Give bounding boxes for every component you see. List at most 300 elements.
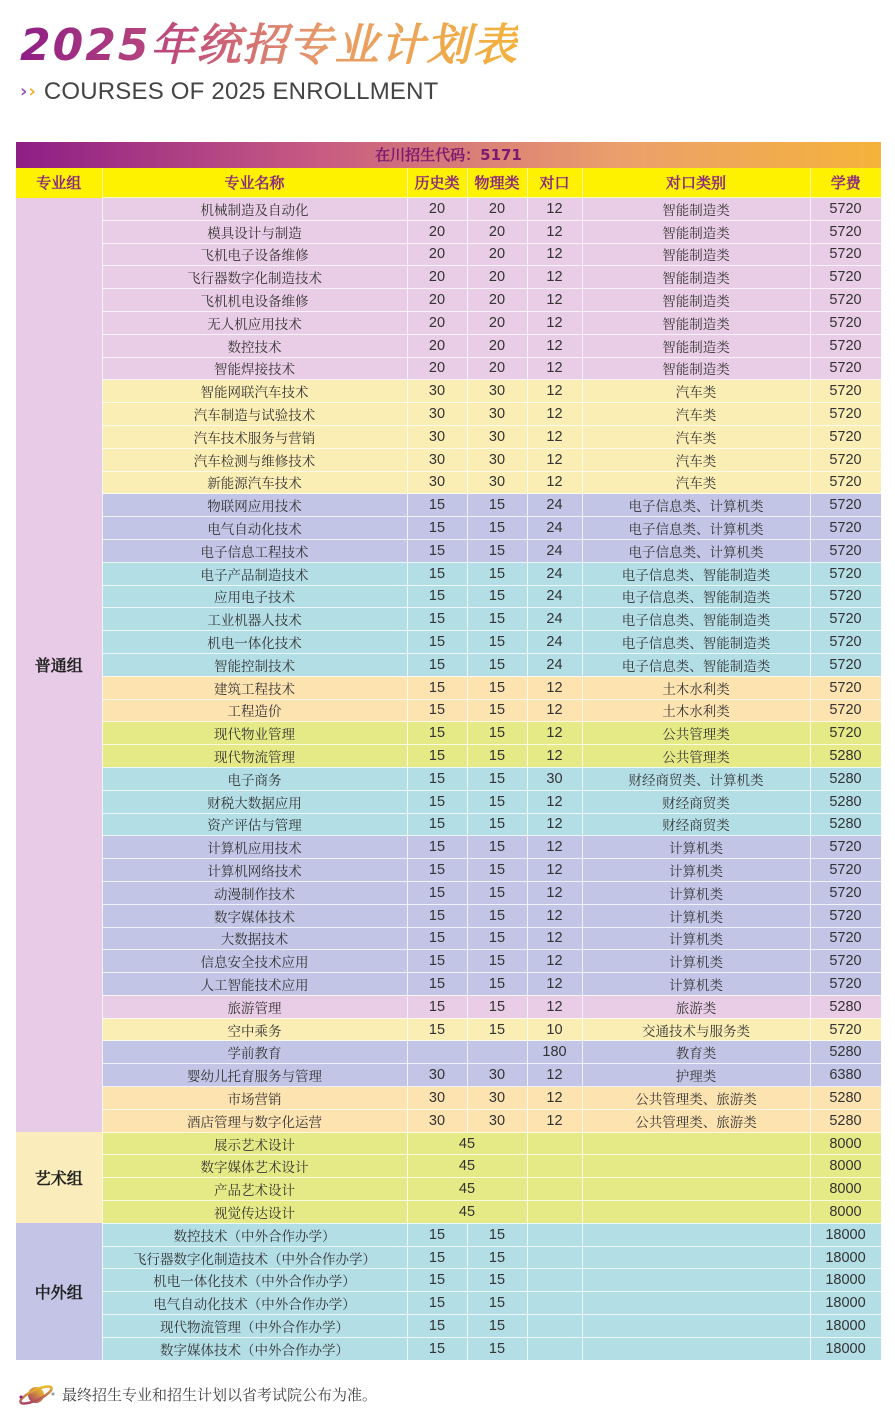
duikou-category: 旅游类 xyxy=(582,995,810,1018)
duikou-quota: 12 xyxy=(527,243,582,266)
tuition-fee: 5720 xyxy=(810,289,881,312)
history-quota: 20 xyxy=(407,266,467,289)
duikou-quota: 24 xyxy=(527,494,582,517)
table-row xyxy=(16,676,881,699)
history-quota: 15 xyxy=(407,494,467,517)
planet-logo-icon xyxy=(16,1380,58,1408)
major-name: 飞行器数字化制造技术 xyxy=(102,266,407,289)
duikou-category: 公共管理类 xyxy=(582,745,810,768)
physics-quota: 15 xyxy=(467,1315,527,1338)
double-chevron-right-icon: › › xyxy=(20,81,36,102)
history-quota xyxy=(407,1041,467,1064)
physics-quota: 15 xyxy=(467,973,527,996)
major-name: 机电一体化技术 xyxy=(102,631,407,654)
physics-quota: 30 xyxy=(467,380,527,403)
major-name: 数字媒体技术 xyxy=(102,904,407,927)
table-row xyxy=(16,1087,881,1110)
duikou-quota: 12 xyxy=(527,380,582,403)
table-row xyxy=(16,1018,881,1041)
history-quota: 15 xyxy=(407,676,467,699)
duikou-category: 智能制造类 xyxy=(582,357,810,380)
tuition-fee: 8000 xyxy=(810,1178,881,1201)
major-name: 展示艺术设计 xyxy=(102,1132,407,1155)
history-quota: 15 xyxy=(407,881,467,904)
duikou-category: 智能制造类 xyxy=(582,198,810,221)
table-body xyxy=(16,198,881,1361)
history-quota: 15 xyxy=(407,1292,467,1315)
tuition-fee: 5720 xyxy=(810,881,881,904)
history-quota: 30 xyxy=(407,471,467,494)
tuition-fee: 5280 xyxy=(810,813,881,836)
table-row xyxy=(16,1201,881,1224)
physics-quota: 15 xyxy=(467,995,527,1018)
history-quota: 20 xyxy=(407,198,467,221)
duikou-category xyxy=(582,1178,810,1201)
duikou-category: 计算机类 xyxy=(582,836,810,859)
major-name: 产品艺术设计 xyxy=(102,1178,407,1201)
history-quota: 15 xyxy=(407,1269,467,1292)
duikou-quota: 180 xyxy=(527,1041,582,1064)
history-quota: 15 xyxy=(407,585,467,608)
physics-quota: 15 xyxy=(467,836,527,859)
table-row xyxy=(16,494,881,517)
major-name: 数控技术 xyxy=(102,334,407,357)
duikou-category xyxy=(582,1201,810,1224)
history-quota: 15 xyxy=(407,995,467,1018)
physics-quota: 15 xyxy=(467,494,527,517)
duikou-quota: 12 xyxy=(527,904,582,927)
tuition-fee: 5720 xyxy=(810,585,881,608)
history-quota: 20 xyxy=(407,357,467,380)
physics-quota: 15 xyxy=(467,653,527,676)
tuition-fee: 5720 xyxy=(810,220,881,243)
history-quota: 30 xyxy=(407,448,467,471)
major-name: 现代物业管理 xyxy=(102,722,407,745)
physics-quota: 15 xyxy=(467,790,527,813)
major-name: 视觉传达设计 xyxy=(102,1201,407,1224)
duikou-quota: 12 xyxy=(527,266,582,289)
major-name: 汽车检测与维修技术 xyxy=(102,448,407,471)
physics-quota: 15 xyxy=(467,1223,527,1246)
tuition-fee: 5280 xyxy=(810,1087,881,1110)
subtitle-text: COURSES OF 2025 ENROLLMENT xyxy=(43,78,439,105)
tuition-fee: 5720 xyxy=(810,699,881,722)
tuition-fee: 5280 xyxy=(810,767,881,790)
major-name: 工程造价 xyxy=(102,699,407,722)
duikou-category xyxy=(582,1292,810,1315)
table-row xyxy=(16,1178,881,1201)
major-name: 婴幼儿托育服务与管理 xyxy=(102,1064,407,1087)
group-label: 艺术组 xyxy=(16,1132,102,1223)
major-name: 数控技术（中外合作办学） xyxy=(102,1223,407,1246)
physics-quota: 20 xyxy=(467,357,527,380)
history-quota: 20 xyxy=(407,334,467,357)
major-name: 资产评估与管理 xyxy=(102,813,407,836)
tuition-fee: 8000 xyxy=(810,1201,881,1224)
tuition-fee: 5720 xyxy=(810,266,881,289)
footer-note xyxy=(16,1380,377,1408)
table-row xyxy=(16,380,881,403)
history-quota: 15 xyxy=(407,904,467,927)
physics-quota xyxy=(467,1041,527,1064)
col-header-duikou: 对口 xyxy=(527,168,582,198)
history-quota: 30 xyxy=(407,1109,467,1132)
table-row xyxy=(16,517,881,540)
physics-quota: 15 xyxy=(467,1292,527,1315)
table-row xyxy=(16,608,881,631)
table-row xyxy=(16,220,881,243)
tuition-fee: 5720 xyxy=(810,950,881,973)
physics-quota: 30 xyxy=(467,1087,527,1110)
table-row xyxy=(16,1109,881,1132)
physics-quota: 15 xyxy=(467,813,527,836)
tuition-fee: 5720 xyxy=(810,927,881,950)
physics-quota: 30 xyxy=(467,403,527,426)
table-row xyxy=(16,425,881,448)
duikou-quota: 12 xyxy=(527,995,582,1018)
tuition-fee: 5280 xyxy=(810,790,881,813)
tuition-fee: 5280 xyxy=(810,995,881,1018)
duikou-category xyxy=(582,1132,810,1155)
history-quota: 15 xyxy=(407,745,467,768)
duikou-category: 计算机类 xyxy=(582,859,810,882)
history-quota: 15 xyxy=(407,1246,467,1269)
major-name: 计算机应用技术 xyxy=(102,836,407,859)
table-row xyxy=(16,1337,881,1360)
table-row xyxy=(16,403,881,426)
duikou-category: 计算机类 xyxy=(582,881,810,904)
duikou-quota: 12 xyxy=(527,1087,582,1110)
duikou-quota: 24 xyxy=(527,631,582,654)
table-row xyxy=(16,1155,881,1178)
table-row xyxy=(16,790,881,813)
duikou-quota xyxy=(527,1178,582,1201)
major-name: 酒店管理与数字化运营 xyxy=(102,1109,407,1132)
physics-quota: 15 xyxy=(467,676,527,699)
history-quota: 15 xyxy=(407,813,467,836)
duikou-quota: 12 xyxy=(527,813,582,836)
table-row xyxy=(16,1132,881,1155)
duikou-quota xyxy=(527,1269,582,1292)
physics-quota: 15 xyxy=(467,745,527,768)
major-name: 数字媒体艺术设计 xyxy=(102,1155,407,1178)
physics-quota: 15 xyxy=(467,767,527,790)
history-quota: 30 xyxy=(407,403,467,426)
major-name: 建筑工程技术 xyxy=(102,676,407,699)
duikou-category: 财经商贸类 xyxy=(582,813,810,836)
history-quota: 15 xyxy=(407,631,467,654)
tuition-fee: 5280 xyxy=(810,1041,881,1064)
duikou-category: 财经商贸类、计算机类 xyxy=(582,767,810,790)
duikou-category xyxy=(582,1269,810,1292)
table-row xyxy=(16,471,881,494)
duikou-quota: 12 xyxy=(527,198,582,221)
physics-quota: 15 xyxy=(467,722,527,745)
history-quota: 15 xyxy=(407,653,467,676)
major-name: 应用电子技术 xyxy=(102,585,407,608)
major-name: 空中乘务 xyxy=(102,1018,407,1041)
duikou-quota: 12 xyxy=(527,699,582,722)
tuition-fee: 5720 xyxy=(810,904,881,927)
major-name: 新能源汽车技术 xyxy=(102,471,407,494)
major-name: 智能控制技术 xyxy=(102,653,407,676)
physics-quota: 15 xyxy=(467,859,527,882)
col-header-physics: 物理类 xyxy=(467,168,527,198)
duikou-quota: 10 xyxy=(527,1018,582,1041)
physics-quota: 15 xyxy=(467,950,527,973)
table-row xyxy=(16,995,881,1018)
history-quota: 15 xyxy=(407,927,467,950)
col-header-category: 对口类别 xyxy=(582,168,810,198)
duikou-quota xyxy=(527,1223,582,1246)
physics-quota: 15 xyxy=(467,1269,527,1292)
table-row xyxy=(16,562,881,585)
duikou-category: 计算机类 xyxy=(582,904,810,927)
table-row xyxy=(16,198,881,221)
table-row xyxy=(16,904,881,927)
table-row xyxy=(16,1246,881,1269)
physics-quota: 30 xyxy=(467,1064,527,1087)
tuition-fee: 5720 xyxy=(810,471,881,494)
table-row xyxy=(16,1064,881,1087)
enrollment-table xyxy=(16,168,882,1361)
major-name: 模具设计与制造 xyxy=(102,220,407,243)
history-quota: 30 xyxy=(407,380,467,403)
duikou-quota: 12 xyxy=(527,950,582,973)
physics-quota: 15 xyxy=(467,699,527,722)
tuition-fee: 18000 xyxy=(810,1269,881,1292)
duikou-quota: 12 xyxy=(527,357,582,380)
tuition-fee: 8000 xyxy=(810,1155,881,1178)
history-quota: 15 xyxy=(407,722,467,745)
table-row xyxy=(16,813,881,836)
duikou-quota: 24 xyxy=(527,653,582,676)
tuition-fee: 5720 xyxy=(810,973,881,996)
duikou-quota: 12 xyxy=(527,676,582,699)
combined-quota: 45 xyxy=(407,1201,527,1224)
duikou-category: 公共管理类、旅游类 xyxy=(582,1109,810,1132)
major-name: 电气自动化技术 xyxy=(102,517,407,540)
duikou-quota: 24 xyxy=(527,517,582,540)
tuition-fee: 5280 xyxy=(810,745,881,768)
tuition-fee: 5720 xyxy=(810,653,881,676)
tuition-fee: 5720 xyxy=(810,311,881,334)
history-quota: 15 xyxy=(407,1223,467,1246)
duikou-category: 计算机类 xyxy=(582,950,810,973)
duikou-quota xyxy=(527,1337,582,1360)
duikou-quota: 12 xyxy=(527,836,582,859)
duikou-quota: 24 xyxy=(527,562,582,585)
duikou-category: 汽车类 xyxy=(582,425,810,448)
history-quota: 15 xyxy=(407,1337,467,1360)
table-row xyxy=(16,357,881,380)
duikou-quota: 12 xyxy=(527,790,582,813)
duikou-category: 计算机类 xyxy=(582,973,810,996)
major-name: 飞机电子设备维修 xyxy=(102,243,407,266)
duikou-category: 智能制造类 xyxy=(582,220,810,243)
history-quota: 30 xyxy=(407,1064,467,1087)
history-quota: 15 xyxy=(407,1315,467,1338)
major-name: 信息安全技术应用 xyxy=(102,950,407,973)
group-label: 普通组 xyxy=(16,198,102,1133)
table-row xyxy=(16,859,881,882)
page-subtitle xyxy=(20,78,438,106)
table-row xyxy=(16,1269,881,1292)
table-row xyxy=(16,631,881,654)
duikou-category: 智能制造类 xyxy=(582,311,810,334)
table-row xyxy=(16,311,881,334)
major-name: 大数据技术 xyxy=(102,927,407,950)
physics-quota: 15 xyxy=(467,517,527,540)
duikou-quota xyxy=(527,1315,582,1338)
duikou-category: 汽车类 xyxy=(582,380,810,403)
duikou-category: 土木水利类 xyxy=(582,676,810,699)
table-row xyxy=(16,973,881,996)
tuition-fee: 5720 xyxy=(810,198,881,221)
duikou-category xyxy=(582,1337,810,1360)
tuition-fee: 5720 xyxy=(810,859,881,882)
enrollment-code-bar: 在川招生代码：5171 xyxy=(16,142,881,168)
major-name: 智能焊接技术 xyxy=(102,357,407,380)
major-name: 现代物流管理（中外合作办学） xyxy=(102,1315,407,1338)
physics-quota: 15 xyxy=(467,539,527,562)
duikou-quota xyxy=(527,1132,582,1155)
tuition-fee: 18000 xyxy=(810,1223,881,1246)
col-header-major: 专业名称 xyxy=(102,168,407,198)
duikou-category: 财经商贸类 xyxy=(582,790,810,813)
duikou-category xyxy=(582,1246,810,1269)
history-quota: 15 xyxy=(407,1018,467,1041)
table-row xyxy=(16,722,881,745)
col-header-fee: 学费 xyxy=(810,168,881,198)
physics-quota: 15 xyxy=(467,562,527,585)
major-name: 飞行器数字化制造技术（中外合作办学） xyxy=(102,1246,407,1269)
major-name: 汽车技术服务与营销 xyxy=(102,425,407,448)
history-quota: 15 xyxy=(407,539,467,562)
duikou-category: 土木水利类 xyxy=(582,699,810,722)
duikou-category: 电子信息类、智能制造类 xyxy=(582,653,810,676)
tuition-fee: 5720 xyxy=(810,608,881,631)
duikou-category: 电子信息类、智能制造类 xyxy=(582,631,810,654)
history-quota: 20 xyxy=(407,220,467,243)
history-quota: 20 xyxy=(407,243,467,266)
duikou-category: 公共管理类 xyxy=(582,722,810,745)
tuition-fee: 5720 xyxy=(810,836,881,859)
history-quota: 20 xyxy=(407,289,467,312)
enrollment-table-container xyxy=(16,142,881,1361)
tuition-fee: 18000 xyxy=(810,1292,881,1315)
duikou-category xyxy=(582,1315,810,1338)
major-name: 财税大数据应用 xyxy=(102,790,407,813)
major-name: 电子商务 xyxy=(102,767,407,790)
duikou-category: 电子信息类、智能制造类 xyxy=(582,585,810,608)
major-name: 电气自动化技术（中外合作办学） xyxy=(102,1292,407,1315)
duikou-quota: 30 xyxy=(527,767,582,790)
duikou-category: 智能制造类 xyxy=(582,266,810,289)
table-row xyxy=(16,1315,881,1338)
major-name: 电子产品制造技术 xyxy=(102,562,407,585)
duikou-quota: 12 xyxy=(527,973,582,996)
duikou-category: 智能制造类 xyxy=(582,289,810,312)
duikou-quota xyxy=(527,1201,582,1224)
major-name: 人工智能技术应用 xyxy=(102,973,407,996)
tuition-fee: 5280 xyxy=(810,1109,881,1132)
duikou-quota: 12 xyxy=(527,289,582,312)
physics-quota: 15 xyxy=(467,927,527,950)
table-row xyxy=(16,836,881,859)
physics-quota: 15 xyxy=(467,904,527,927)
major-name: 智能网联汽车技术 xyxy=(102,380,407,403)
group-label: 中外组 xyxy=(16,1223,102,1360)
duikou-category: 电子信息类、计算机类 xyxy=(582,539,810,562)
tuition-fee: 6380 xyxy=(810,1064,881,1087)
footer-note-text: 最终招生专业和招生计划以省考试院公布为准。 xyxy=(62,1385,378,1404)
physics-quota: 20 xyxy=(467,266,527,289)
history-quota: 30 xyxy=(407,425,467,448)
table-header-row xyxy=(16,168,881,198)
duikou-category: 汽车类 xyxy=(582,403,810,426)
history-quota: 15 xyxy=(407,517,467,540)
combined-quota: 45 xyxy=(407,1178,527,1201)
table-row xyxy=(16,1223,881,1246)
tuition-fee: 5720 xyxy=(810,517,881,540)
tuition-fee: 5720 xyxy=(810,448,881,471)
tuition-fee: 5720 xyxy=(810,722,881,745)
tuition-fee: 18000 xyxy=(810,1246,881,1269)
major-name: 学前教育 xyxy=(102,1041,407,1064)
duikou-quota: 12 xyxy=(527,334,582,357)
duikou-category: 计算机类 xyxy=(582,927,810,950)
physics-quota: 20 xyxy=(467,243,527,266)
major-name: 计算机网络技术 xyxy=(102,859,407,882)
major-name: 现代物流管理 xyxy=(102,745,407,768)
physics-quota: 15 xyxy=(467,1337,527,1360)
physics-quota: 20 xyxy=(467,334,527,357)
table-row xyxy=(16,1041,881,1064)
duikou-category: 交通技术与服务类 xyxy=(582,1018,810,1041)
duikou-category: 电子信息类、智能制造类 xyxy=(582,608,810,631)
history-quota: 15 xyxy=(407,767,467,790)
tuition-fee: 5720 xyxy=(810,676,881,699)
duikou-category: 电子信息类、智能制造类 xyxy=(582,562,810,585)
major-name: 动漫制作技术 xyxy=(102,881,407,904)
tuition-fee: 18000 xyxy=(810,1315,881,1338)
duikou-quota: 12 xyxy=(527,425,582,448)
duikou-quota: 12 xyxy=(527,448,582,471)
physics-quota: 30 xyxy=(467,1109,527,1132)
tuition-fee: 5720 xyxy=(810,425,881,448)
tuition-fee: 8000 xyxy=(810,1132,881,1155)
duikou-quota: 12 xyxy=(527,220,582,243)
duikou-quota: 12 xyxy=(527,1109,582,1132)
tuition-fee: 5720 xyxy=(810,334,881,357)
history-quota: 15 xyxy=(407,562,467,585)
table-row xyxy=(16,585,881,608)
duikou-quota: 24 xyxy=(527,539,582,562)
col-header-history: 历史类 xyxy=(407,168,467,198)
table-row xyxy=(16,448,881,471)
history-quota: 20 xyxy=(407,311,467,334)
physics-quota: 15 xyxy=(467,585,527,608)
duikou-quota: 12 xyxy=(527,403,582,426)
physics-quota: 20 xyxy=(467,311,527,334)
duikou-category: 电子信息类、计算机类 xyxy=(582,517,810,540)
duikou-category: 电子信息类、计算机类 xyxy=(582,494,810,517)
duikou-quota: 12 xyxy=(527,722,582,745)
tuition-fee: 5720 xyxy=(810,539,881,562)
major-name: 机械制造及自动化 xyxy=(102,198,407,221)
physics-quota: 15 xyxy=(467,631,527,654)
